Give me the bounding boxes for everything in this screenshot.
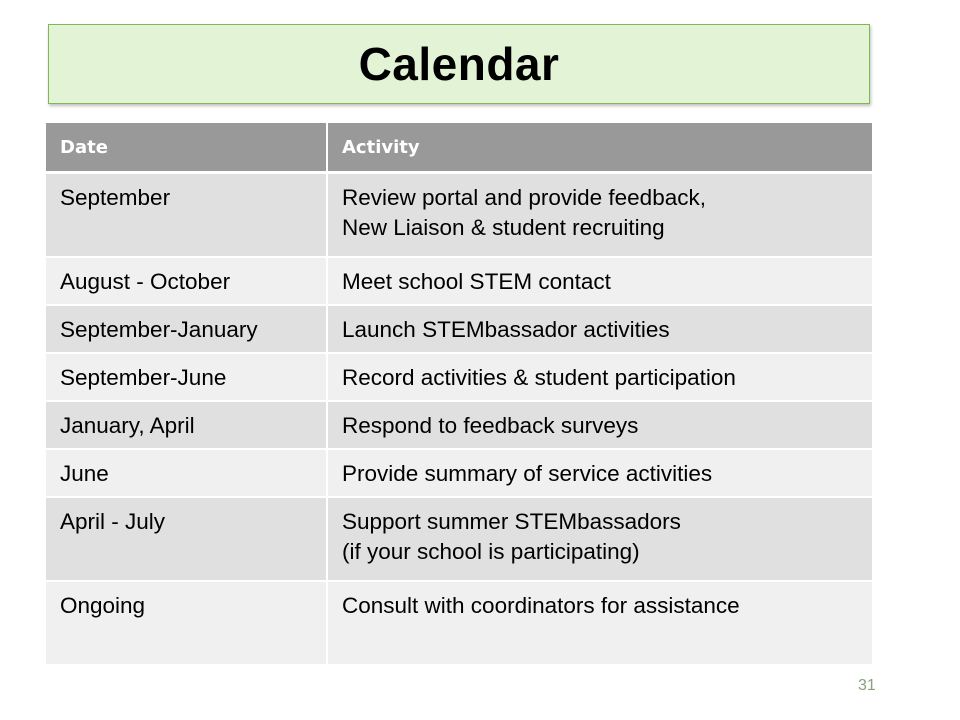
table-row bbox=[46, 305, 872, 353]
page-title: Calendar bbox=[358, 38, 560, 90]
table-row bbox=[46, 581, 872, 665]
table-row bbox=[46, 449, 872, 497]
table-row bbox=[46, 497, 872, 581]
activity-cell: Respond to feedback surveys bbox=[327, 401, 872, 449]
date-cell: September-June bbox=[46, 353, 327, 401]
date-cell: June bbox=[46, 449, 327, 497]
date-cell: April - July bbox=[46, 497, 327, 581]
date-cell: September bbox=[46, 173, 327, 257]
table-row bbox=[46, 173, 872, 257]
date-cell: Ongoing bbox=[46, 581, 327, 665]
date-cell: January, April bbox=[46, 401, 327, 449]
page-number: 31 bbox=[858, 677, 876, 694]
date-cell: September-January bbox=[46, 305, 327, 353]
activity-cell: Meet school STEM contact bbox=[327, 257, 872, 305]
title-banner bbox=[48, 24, 870, 104]
header-date: Date bbox=[46, 123, 327, 173]
activity-cell: Review portal and provide feedback, New Liaison & student recruiting bbox=[327, 173, 872, 257]
header-activity: Activity bbox=[327, 123, 872, 173]
activity-cell: Consult with coordinators for assistance bbox=[327, 581, 872, 665]
table-row bbox=[46, 353, 872, 401]
table-header-row bbox=[46, 123, 872, 173]
table-row bbox=[46, 257, 872, 305]
activity-cell: Provide summary of service activities bbox=[327, 449, 872, 497]
activity-cell: Record activities & student participation bbox=[327, 353, 872, 401]
calendar-table bbox=[46, 123, 872, 666]
date-cell: August - October bbox=[46, 257, 327, 305]
activity-cell: Support summer STEMbassadors (if your school is participating) bbox=[327, 497, 872, 581]
table-row bbox=[46, 401, 872, 449]
activity-cell: Launch STEMbassador activities bbox=[327, 305, 872, 353]
